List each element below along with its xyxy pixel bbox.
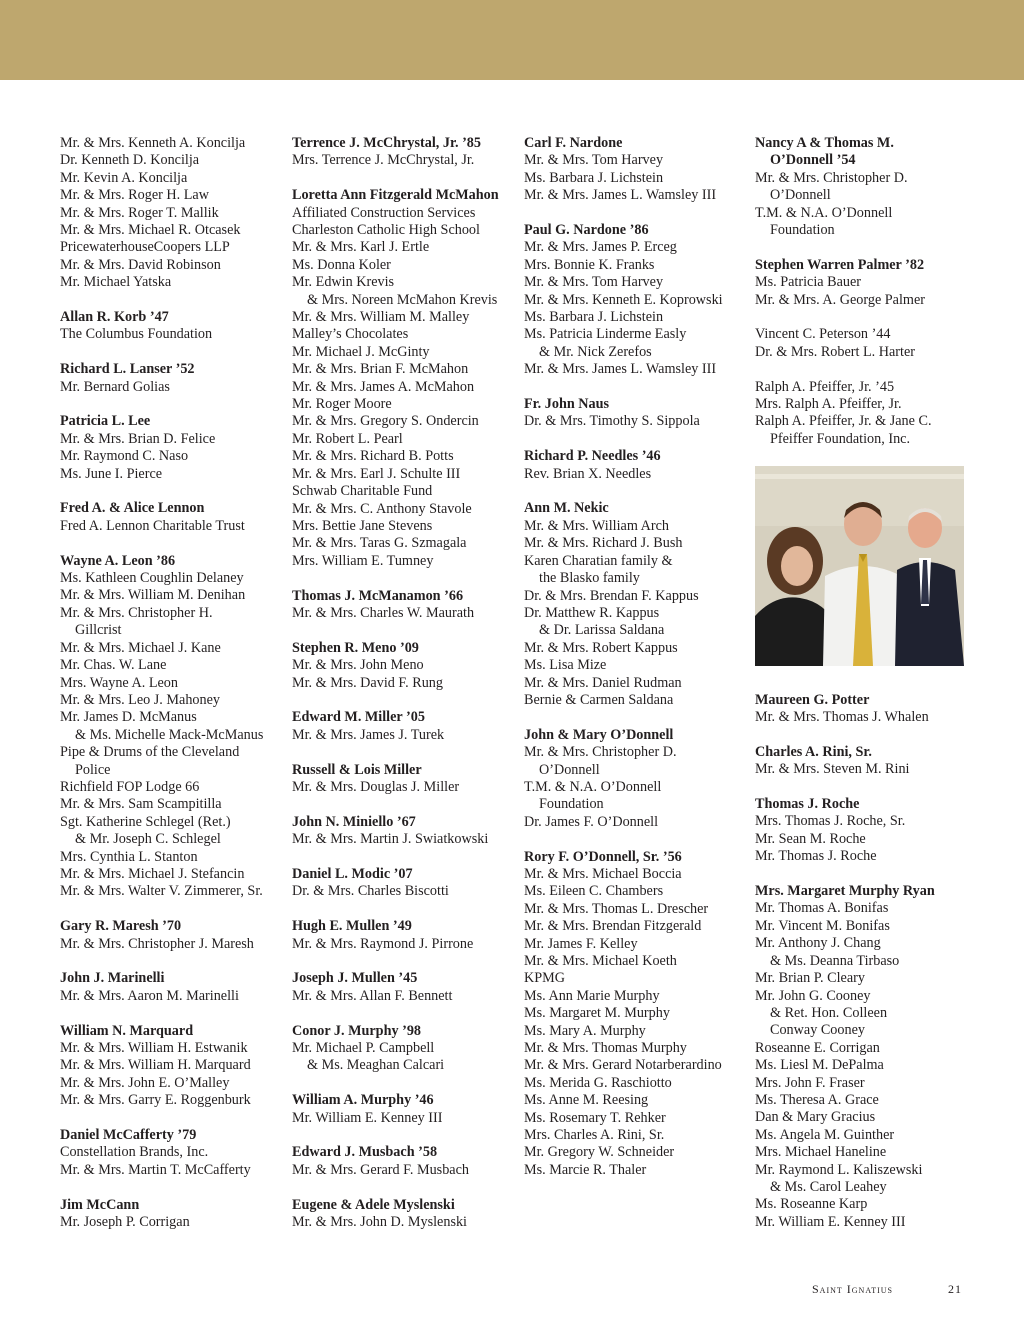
donor-group (60, 1127, 282, 1179)
donor-group (292, 866, 514, 901)
donor-name: Dan & Mary Gracius (755, 1109, 876, 1126)
donor-group (60, 500, 282, 535)
donor-name: Mr. & Mrs. Michael J. Kane (60, 639, 221, 656)
donor-name: Mr. & Mrs. Sam Scampitilla (60, 796, 222, 813)
donor-name: Mrs. Charles A. Rini, Sr. (524, 1127, 665, 1144)
donor-name: Mr. & Mrs. Roger T. Mallik (60, 204, 219, 221)
donor-name: Mr. & Mrs. Richard B. Potts (292, 448, 454, 465)
donor-group (755, 257, 977, 309)
donor-name: Ms. Ann Marie Murphy (524, 987, 660, 1004)
donor-name: Ms. Kathleen Coughlin Delaney (60, 570, 244, 587)
honoree-name: Charles A. Rini, Sr. (755, 743, 872, 760)
donor-name: Mrs. Ralph A. Pfeiffer, Jr. (755, 396, 902, 413)
donor-name: Mr. & Mrs. William M. Malley (292, 309, 470, 326)
honoree-name: Mrs. Margaret Murphy Ryan (755, 883, 935, 900)
honoree-name: Edward J. Musbach ’58 (292, 1144, 438, 1161)
donor-name: Mr. Thomas J. Roche (755, 848, 877, 865)
donor-name: Mr. & Mrs. Robert Kappus (524, 639, 678, 656)
donor-name: Mr. & Mrs. Christopher D. (755, 169, 908, 186)
donor-name: Mr. & Mrs. Roger H. Law (60, 187, 209, 204)
page-footer (812, 1282, 962, 1297)
honoree-name: Hugh E. Mullen ’49 (292, 918, 412, 935)
donor-group (60, 1023, 282, 1110)
donor-name: Ralph A. Pfeiffer, Jr. & Jane C. (755, 413, 932, 430)
donor-name: Mr. & Mrs. James L. Wamsley III (524, 187, 717, 204)
honoree-name: Stephen R. Meno ’09 (292, 639, 419, 656)
donor-name: Ms. Merida G. Raschiotto (524, 1074, 672, 1091)
donor-group (292, 1092, 514, 1127)
donor-name: Mr. William E. Kenney III (755, 1213, 906, 1230)
donor-name: Mr. Michael Yatska (60, 274, 172, 291)
donor-name: Pipe & Drums of the Cleveland (60, 744, 240, 761)
honoree-name: William N. Marquard (60, 1022, 194, 1039)
donor-name: Ms. Patricia Bauer (755, 274, 861, 291)
donor-name: T.M. & N.A. O’Donnell (755, 204, 893, 221)
donor-name: Mrs. Bonnie K. Franks (524, 256, 655, 273)
donor-group (60, 553, 282, 901)
donor-name: Mr. & Mrs. Douglas J. Miller (292, 778, 460, 795)
donor-name: Mr. Michael P. Campbell (292, 1039, 435, 1056)
donor-name: Mr. Michael J. McGinty (292, 343, 430, 360)
donor-name: Mr. & Mrs. Martin J. Swiatkowski (292, 831, 489, 848)
donor-name: Ms. Angela M. Guinther (755, 1126, 895, 1143)
donor-name: Mr. Thomas A. Bonifas (755, 900, 889, 917)
donor-name: Mr. & Mrs. William M. Denihan (60, 587, 246, 604)
page-number: 21 (948, 1282, 962, 1296)
donor-name: Constellation Brands, Inc. (60, 1144, 209, 1161)
donor-name: Mr. & Mrs. James A. McMahon (292, 378, 475, 395)
donor-name: Mr. & Mrs. Leo J. Mahoney (60, 691, 220, 708)
donor-group (292, 762, 514, 797)
donor-group (524, 222, 746, 379)
donor-name: Mrs. Cynthia L. Stanton (60, 848, 198, 865)
donor-name: Mr. & Mrs. Thomas Murphy (524, 1040, 687, 1057)
donor-group (292, 709, 514, 744)
donor-name: Ms. Liesl M. DePalma (755, 1057, 884, 1074)
donor-name: O’Donnell (539, 761, 600, 778)
donor-group (755, 883, 977, 1231)
donor-name: Mr. & Mrs. David Robinson (60, 256, 221, 273)
donor-name: Mrs. John F. Fraser (755, 1074, 865, 1091)
donor-group (755, 744, 977, 779)
donor-name: Mr. & Mrs. Walter V. Zimmerer, Sr. (60, 883, 263, 900)
donor-column-2 (292, 135, 514, 1249)
donor-name: & Mrs. Noreen McMahon Krevis (307, 291, 498, 308)
donor-name: Mr. Bernard Golias (60, 378, 170, 395)
honoree-name: Eugene & Adele Myslenski (292, 1196, 455, 1213)
donor-group (524, 135, 746, 205)
donor-column-3 (524, 135, 746, 1197)
honoree-name: Richard L. Lanser ’52 (60, 361, 195, 378)
honoree-name: Loretta Ann Fitzgerald McMahon (292, 187, 499, 204)
donor-group (755, 796, 977, 866)
honoree-name: Fr. John Naus (524, 396, 610, 413)
donor-name: Mr. & Mrs. John D. Myslenski (292, 1213, 467, 1230)
donor-name: Mr. & Mrs. Kenneth E. Koprowski (524, 291, 723, 308)
donor-name: Mr. & Mrs. C. Anthony Stavole (292, 500, 472, 517)
donor-group (60, 309, 282, 344)
donor-name: Mr. & Mrs. John Meno (292, 657, 424, 674)
donor-name: Mr. Chas. W. Lane (60, 657, 167, 674)
donor-group (292, 135, 514, 170)
donor-name: Mr. & Mrs. Tom Harvey (524, 274, 664, 291)
donor-name: Charleston Catholic High School (292, 222, 480, 239)
donor-group (524, 396, 746, 431)
donor-name: Mr. Joseph P. Corrigan (60, 1214, 190, 1231)
donor-name: Mr. & Mrs. James J. Turek (292, 726, 445, 743)
honoree-name: Maureen G. Potter (755, 691, 870, 708)
donor-name: Ms. Anne M. Reesing (524, 1092, 649, 1109)
donor-group (60, 135, 282, 292)
donor-name: Mr. & Mrs. Gerard F. Musbach (292, 1161, 469, 1178)
donor-group (524, 849, 746, 1180)
donor-name: Rev. Brian X. Needles (524, 465, 652, 482)
donor-name: the Blasko family (539, 570, 640, 587)
donor-name: Gillcrist (75, 622, 122, 639)
donor-name: Mr. & Mrs. Gerard Notarberardino (524, 1057, 722, 1074)
donor-name: Ms. Patricia Linderme Easly (524, 326, 687, 343)
donor-name: Richfield FOP Lodge 66 (60, 778, 200, 795)
donor-name: & Ms. Michelle Mack-McManus (75, 726, 264, 743)
donor-name: T.M. & N.A. O’Donnell (524, 778, 662, 795)
donor-group (755, 692, 977, 727)
donor-name: Mr. & Mrs. Allan F. Bennett (292, 987, 453, 1004)
donor-name: Conway Cooney (770, 1022, 865, 1039)
honoree-name: Thomas J. Roche (755, 796, 860, 813)
donor-name: Ms. Lisa Mize (524, 657, 607, 674)
donor-name: Ms. Theresa A. Grace (755, 1091, 879, 1108)
donor-group (755, 379, 977, 449)
donor-name: & Mr. Nick Zerefos (539, 343, 652, 360)
donor-name: Mrs. Bettie Jane Stevens (292, 517, 433, 534)
donor-name: Mr. & Mrs. Aaron M. Marinelli (60, 987, 239, 1004)
donor-group (60, 918, 282, 953)
donor-name: Mr. & Mrs. John E. O’Malley (60, 1074, 230, 1091)
donor-name: Ms. Roseanne Karp (755, 1196, 868, 1213)
donor-name: Mr. Gregory W. Schneider (524, 1144, 675, 1161)
honoree-name: Thomas J. McManamon ’66 (292, 587, 464, 604)
honoree-name: Edward M. Miller ’05 (292, 709, 425, 726)
honoree-name: Paul G. Nardone ’86 (524, 222, 649, 239)
donor-name: & Ret. Hon. Colleen (770, 1004, 888, 1021)
donor-name: Mr. & Mrs. Taras G. Szmagala (292, 535, 467, 552)
honoree-name: Patricia L. Lee (60, 413, 151, 430)
donor-column-4 (755, 135, 977, 1249)
donor-name: Mr. & Mrs. Martin T. McCafferty (60, 1161, 251, 1178)
donor-name: Ms. Eileen C. Chambers (524, 883, 664, 900)
donor-group (292, 1197, 514, 1232)
donor-name: Dr. James F. O’Donnell (524, 813, 659, 830)
honoree-name: Nancy A & Thomas M. (755, 135, 894, 151)
donor-name: Ms. Barbara J. Lichstein (524, 169, 664, 186)
honoree-name: Terrence J. McChrystal, Jr. ’85 (292, 135, 481, 151)
donor-name: Mr. & Mrs. James P. Erceg (524, 239, 677, 256)
donor-name: & Dr. Larissa Saldana (539, 622, 665, 639)
donor-name: Foundation (770, 222, 835, 239)
donor-name: Dr. & Mrs. Robert L. Harter (755, 343, 915, 360)
donor-name: Mr. & Mrs. Christopher D. (524, 744, 677, 761)
donor-group (292, 588, 514, 623)
donor-name: Mr. William E. Kenney III (292, 1109, 443, 1126)
honoree-name: Fred A. & Alice Lennon (60, 500, 205, 517)
donor-name: Mrs. Michael Haneline (755, 1144, 887, 1161)
honoree-name: O’Donnell ’54 (770, 152, 856, 169)
honoree-name: Joseph J. Mullen ’45 (292, 970, 418, 987)
donor-name: Mr. & Mrs. Michael R. Otcasek (60, 222, 241, 239)
donor-name: Mr. & Mrs. A. George Palmer (755, 291, 925, 308)
donor-name: Mr. John G. Cooney (755, 987, 871, 1004)
honoree-name: Conor J. Murphy ’98 (292, 1022, 422, 1039)
donor-name: Mrs. William E. Tumney (292, 552, 434, 569)
donor-name: & Ms. Meaghan Calcari (307, 1057, 445, 1074)
honoree-name: John J. Marinelli (60, 970, 165, 987)
donor-name: Mr. & Mrs. Michael J. Stefancin (60, 865, 245, 882)
donor-name: Mr. & Mrs. Kenneth A. Koncilja (60, 135, 246, 151)
donor-name: Mr. Sean M. Roche (755, 830, 866, 847)
donor-name: Mr. & Mrs. Brendan Fitzgerald (524, 918, 702, 935)
donor-name: Ms. Rosemary T. Rehker (524, 1109, 666, 1126)
donor-name: Dr. & Mrs. Charles Biscotti (292, 883, 449, 900)
honoree-name: Stephen Warren Palmer ’82 (755, 256, 925, 273)
donor-name: Mr. & Mrs. William Arch (524, 517, 669, 534)
donor-name: Ms. June I. Pierce (60, 465, 163, 482)
donor-name: Dr. & Mrs. Timothy S. Sippola (524, 413, 700, 430)
donor-name: Mr. & Mrs. Garry E. Roggenburk (60, 1092, 251, 1109)
donor-group (60, 361, 282, 396)
donor-group (292, 1144, 514, 1179)
donor-group (60, 1197, 282, 1232)
donor-name: Mr. James F. Kelley (524, 935, 638, 952)
donor-name: Mr. & Mrs. Tom Harvey (524, 152, 664, 169)
donor-name: Schwab Charitable Fund (292, 483, 433, 500)
donor-name: Mr. & Mrs. Michael Koeth (524, 953, 677, 969)
donor-group (755, 135, 977, 239)
donor-name: Mr. Brian P. Cleary (755, 970, 865, 987)
donor-name: & Mr. Joseph C. Schlegel (75, 831, 221, 848)
honoree-name: Ann M. Nekic (524, 500, 609, 517)
donor-group (292, 970, 514, 1005)
honoree-name: Gary R. Maresh ’70 (60, 918, 182, 935)
donor-name: O’Donnell (770, 187, 831, 204)
donor-name: Police (75, 761, 111, 778)
donor-group (524, 727, 746, 831)
donor-group (292, 640, 514, 692)
donor-name: Mr. & Mrs. Thomas J. Whalen (755, 709, 929, 726)
donor-group (755, 326, 977, 361)
donor-name: Mr. James D. McManus (60, 709, 197, 726)
donor-group (292, 1023, 514, 1075)
donor-name: PricewaterhouseCoopers LLP (60, 239, 230, 256)
donor-name: Mr. & Mrs. Michael Boccia (524, 865, 682, 882)
donor-name: Mr. & Mrs. David F. Rung (292, 674, 443, 691)
donor-name: Dr. & Mrs. Brendan F. Kappus (524, 587, 699, 604)
donor-group (292, 918, 514, 953)
honoree-name: John N. Miniello ’67 (292, 813, 416, 830)
donor-name: Ms. Donna Koler (292, 256, 391, 273)
donor-name: Mr. & Mrs. Steven M. Rini (755, 761, 910, 778)
donor-name: Mr. & Mrs. James L. Wamsley III (524, 361, 717, 378)
donor-name: Malley’s Chocolates (292, 326, 409, 343)
donor-name: Ms. Barbara J. Lichstein (524, 309, 664, 326)
donor-name: Mr. & Mrs. Raymond J. Pirrone (292, 935, 474, 952)
honoree-name: Jim McCann (60, 1196, 140, 1213)
donor-name: Mr. Robert L. Pearl (292, 430, 403, 447)
honoree-name: Rory F. O’Donnell, Sr. ’56 (524, 848, 682, 865)
honoree-name: Russell & Lois Miller (292, 761, 422, 778)
donor-name: Mrs. Thomas J. Roche, Sr. (755, 813, 906, 830)
honoree-name: Richard P. Needles ’46 (524, 448, 661, 465)
donor-name: Mr. & Mrs. Charles W. Maurath (292, 604, 475, 621)
donor-name: Foundation (539, 796, 604, 813)
donor-name: Mrs. Wayne A. Leon (60, 674, 178, 691)
honoree-name: William A. Murphy ’46 (292, 1092, 434, 1109)
donor-name: Bernie & Carmen Saldana (524, 691, 674, 708)
donor-name: Mr. Raymond C. Naso (60, 448, 189, 465)
donor-name: Mr. Kevin A. Koncilja (60, 169, 188, 186)
donor-name: Ms. Mary A. Murphy (524, 1022, 646, 1039)
donor-name: Mr. Edwin Krevis (292, 274, 395, 291)
donor-group (60, 970, 282, 1005)
honoree-name: John & Mary O’Donnell (524, 726, 674, 743)
donor-group (524, 448, 746, 483)
donor-name: Dr. Matthew R. Kappus (524, 604, 660, 621)
donor-name: Ms. Margaret M. Murphy (524, 1005, 670, 1022)
donor-group (292, 814, 514, 849)
donor-column-1 (60, 135, 282, 1249)
donor-name: Mr. & Mrs. Thomas L. Drescher (524, 900, 709, 917)
donor-name: Mr. & Mrs. Brian F. McMahon (292, 361, 469, 378)
donor-group (524, 500, 746, 709)
donor-name: Mr. & Mrs. Earl J. Schulte III (292, 465, 461, 482)
donor-name: Mr. Roger Moore (292, 396, 392, 413)
donor-name: & Ms. Carol Leahey (770, 1178, 887, 1195)
donor-name: Mr. & Mrs. Brian D. Felice (60, 430, 216, 447)
donor-name: Ralph A. Pfeiffer, Jr. ’45 (755, 378, 895, 395)
donor-name: Sgt. Katherine Schlegel (Ret.) (60, 813, 231, 830)
donor-name: Affiliated Construction Services (292, 204, 476, 221)
donor-name: Mr. Raymond L. Kaliszewski (755, 1161, 923, 1178)
publication-name: Saint Ignatius (812, 1282, 893, 1296)
donor-name: Mr. Vincent M. Bonifas (755, 917, 890, 934)
donor-name: Mr. & Mrs. Gregory S. Ondercin (292, 413, 479, 430)
donor-group (292, 187, 514, 570)
honoree-name: Allan R. Korb ’47 (60, 309, 169, 326)
donor-name: Pfeiffer Foundation, Inc. (770, 430, 911, 447)
donor-family-photo (755, 466, 964, 666)
donor-name: Mr. & Mrs. Daniel Rudman (524, 674, 682, 691)
honoree-name: Daniel McCafferty ’79 (60, 1127, 197, 1144)
donor-name: Ms. Marcie R. Thaler (524, 1161, 647, 1178)
donor-name: The Columbus Foundation (60, 326, 213, 343)
donor-name: Mr. Anthony J. Chang (755, 935, 881, 952)
honoree-name: Wayne A. Leon ’86 (60, 552, 176, 569)
donor-name: Vincent C. Peterson ’44 (755, 326, 891, 343)
honoree-name: Carl F. Nardone (524, 135, 623, 151)
donor-name: KPMG (524, 970, 565, 987)
donor-name: Fred A. Lennon Charitable Trust (60, 517, 245, 534)
donor-name: Mrs. Terrence J. McChrystal, Jr. (292, 152, 475, 169)
donor-name: Dr. Kenneth D. Koncilja (60, 152, 200, 169)
donor-name: Mr. & Mrs. Richard J. Bush (524, 535, 683, 552)
donor-name: Mr. & Mrs. Christopher H. (60, 604, 213, 621)
donor-name: Karen Charatian family & (524, 552, 673, 569)
donor-name: Mr. & Mrs. William H. Estwanik (60, 1040, 248, 1056)
donor-group (60, 413, 282, 483)
honoree-name: Daniel L. Modic ’07 (292, 865, 413, 882)
header-color-band (0, 0, 1024, 80)
donor-name: Mr. & Mrs. Christopher J. Maresh (60, 935, 254, 952)
donor-name: Roseanne E. Corrigan (755, 1039, 880, 1056)
donor-name: & Ms. Deanna Tirbaso (770, 952, 900, 969)
donor-name: Mr. & Mrs. Karl J. Ertle (292, 239, 430, 256)
donor-name: Mr. & Mrs. William H. Marquard (60, 1057, 251, 1074)
